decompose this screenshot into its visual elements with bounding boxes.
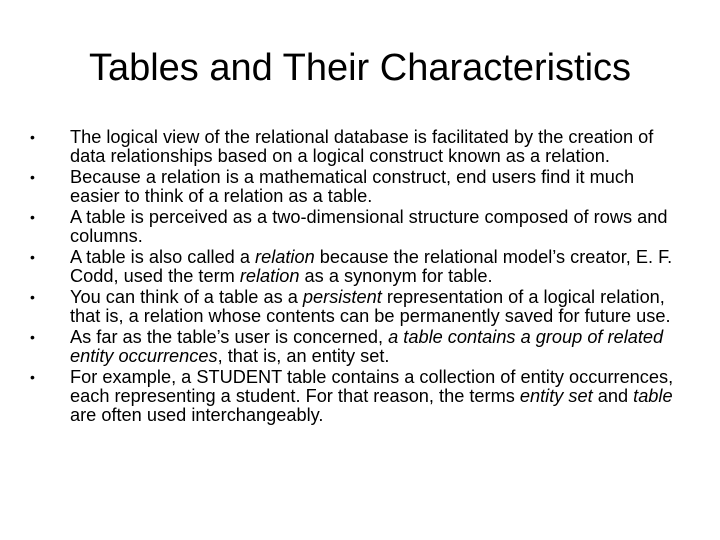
bullet-text (70, 127, 653, 166)
bullet-segment: representation of a logical relation, that is, a relation whose contents can be permanently saved for future use. (70, 287, 671, 326)
bullet-segment: Because a relation is a mathematical construct, end users find it much easier to think of a relation as a table. (70, 167, 635, 206)
bullet-text (70, 367, 673, 425)
bullet-dot-icon: • (30, 209, 35, 225)
bullet-segment: The logical view of the relational database is facilitated by the creation of data relationships based on a logical construct known as a relation. (70, 127, 654, 166)
bullet-segment: A table is perceived as a two-dimensional structure composed of rows and columns. (70, 207, 668, 246)
bullet-segment: You can think of a table as a (70, 287, 303, 307)
italic-term: persistent (302, 287, 382, 307)
bullet-text (70, 287, 671, 326)
italic-term: entity set (519, 386, 593, 406)
bullet-list (28, 128, 688, 425)
bullet-dot-icon: • (30, 249, 35, 265)
bullet-segment: and (592, 386, 634, 406)
bullet-text (70, 207, 667, 246)
bullet-text (70, 167, 634, 206)
bullet-item (28, 288, 688, 326)
bullet-segment: , that is, an entity set. (217, 346, 390, 366)
bullet-text (70, 327, 663, 366)
slide-title: Tables and Their Characteristics (88, 47, 632, 89)
bullet-dot-icon: • (30, 129, 35, 145)
bullet-text (70, 247, 672, 286)
bullet-item (28, 328, 688, 366)
bullet-segment: As far as the table’s user is concerned, (70, 327, 389, 347)
bullet-segment: as a synonym for table. (299, 266, 493, 286)
bullet-item (28, 168, 688, 206)
italic-term: a table contains a group of related entity occurrences (70, 327, 664, 366)
italic-term: relation (239, 266, 300, 286)
bullet-segment: because the relational model’s creator, E. F. Codd, used the term (70, 247, 673, 286)
bullet-dot-icon: • (30, 329, 35, 345)
bullet-item (28, 368, 688, 425)
bullet-dot-icon: • (30, 169, 35, 185)
bullet-segment: For example, a STUDENT table contains a collection of entity occurrences, each representing a student. For that reason, the terms (70, 367, 674, 406)
italic-term: table (633, 386, 673, 406)
bullet-item (28, 128, 688, 166)
bullet-segment: are often used interchangeably. (70, 405, 324, 425)
bullet-item (28, 208, 688, 246)
bullet-item (28, 248, 688, 286)
italic-term: relation (255, 247, 315, 267)
bullet-segment: A table is also called a (70, 247, 256, 267)
bullet-dot-icon: • (30, 369, 35, 385)
bullet-dot-icon: • (30, 289, 35, 305)
